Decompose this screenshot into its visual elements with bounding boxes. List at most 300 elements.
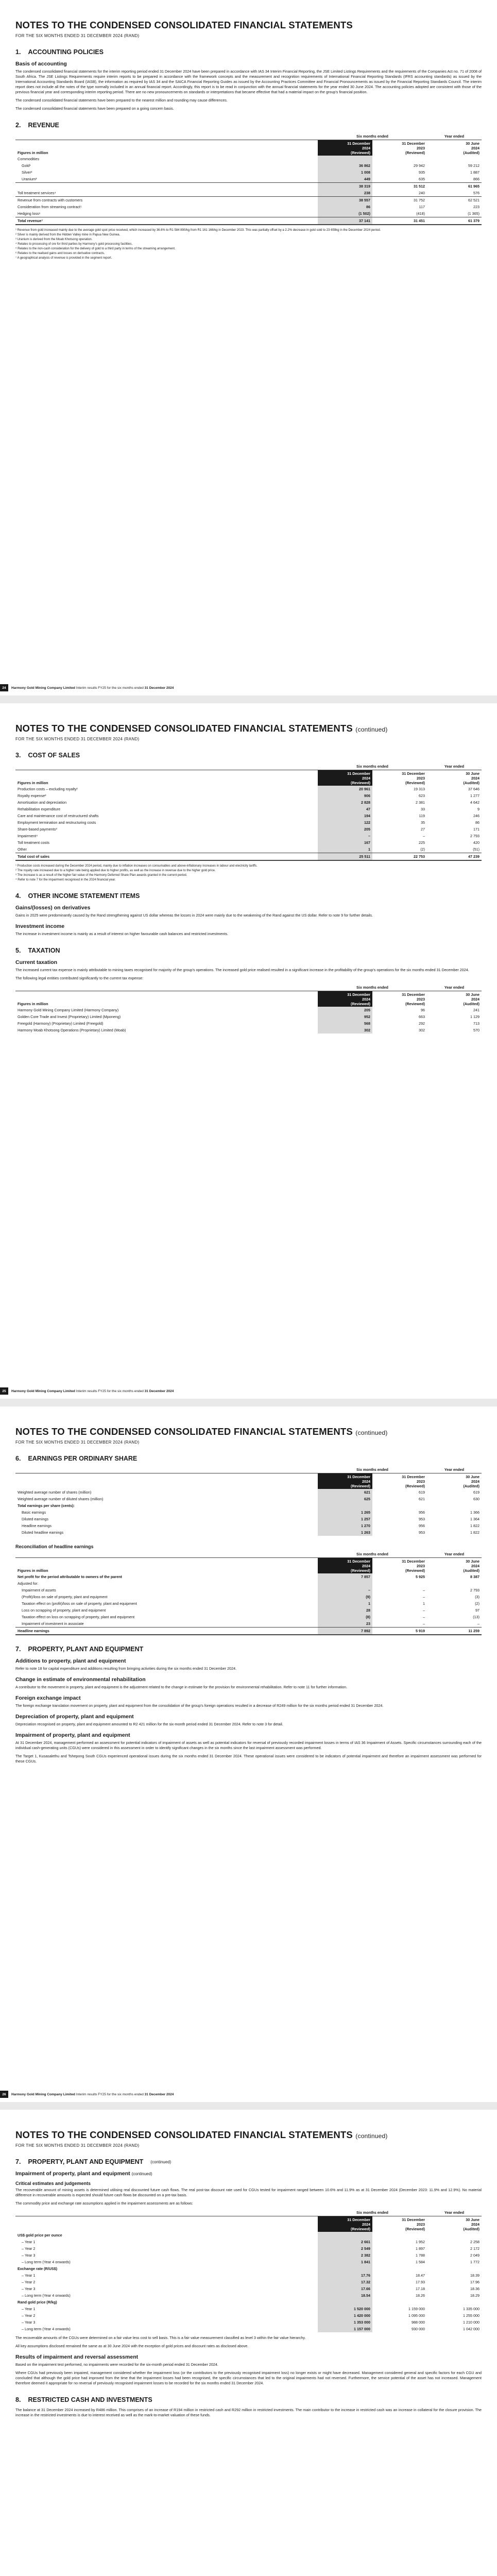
- row-label: Royalty expense²: [18, 793, 46, 798]
- row-label: – Year 2: [22, 2246, 36, 2251]
- table-row: [15, 2306, 482, 2312]
- cell-value: 619: [419, 1490, 425, 1495]
- table-row: [15, 846, 482, 853]
- cell-value: 420: [473, 840, 479, 845]
- row-label: US$ gold price per ounce: [18, 2233, 62, 2238]
- cell-value: 935: [419, 170, 425, 175]
- paragraph: Refer to note 18 for capital expenditure and additions resulting from bringing activities during the six months ended 31 December 2024.: [15, 1666, 237, 1671]
- cell-value: 17.96: [470, 2280, 479, 2284]
- cell-value: 18.39: [470, 2273, 479, 2278]
- cell-value: 1: [318, 846, 372, 853]
- row-label: [15, 183, 318, 190]
- page-subtitle: FOR THE SIX MONTHS ENDED 31 DECEMBER 2024 (RAND): [15, 33, 140, 38]
- row-label: – Year 1: [22, 2307, 36, 2311]
- section-heading: 4. OTHER INCOME STATEMENT ITEMS: [15, 892, 140, 900]
- footnote: ³ Uranium is derived from the Moab Khotsong operation.: [15, 238, 93, 241]
- cell-value: 1 095 000: [408, 2313, 425, 2318]
- cell-value: 240: [419, 191, 425, 195]
- cell-value: –: [318, 833, 372, 839]
- footnote: ⁷ A geographical analysis of revenue is provided in the segment report.: [15, 257, 112, 260]
- cell-value: 1 335 000: [463, 2307, 479, 2311]
- cell-value: 1 772: [470, 2260, 479, 2264]
- table-row: [15, 183, 482, 190]
- row-label: – Year 2: [22, 2313, 36, 2318]
- table-row: [15, 826, 482, 833]
- row-label: Rand gold price (R/kg): [18, 2300, 57, 2304]
- table-row: [15, 2265, 482, 2272]
- footnote: ² The royalty rate increased due to a higher rate being applied due to higher profits, as well as the increase in revenue due to the higher gold price.: [15, 869, 216, 872]
- cell-value: (1 502): [318, 210, 372, 217]
- row-label: Silver²: [22, 170, 32, 175]
- row-label: Loss on scrapping of property, plant and equipment: [22, 1608, 106, 1613]
- cell-value: 97: [475, 1608, 479, 1613]
- cell-value: 1 788: [416, 2253, 425, 2258]
- subheading: Change in estimate of environmental rehabilitation: [15, 1676, 146, 1683]
- cell-value: 18.29: [470, 2293, 479, 2298]
- table-row: [15, 156, 482, 162]
- paragraph: A contributor to the movement in property, plant and equipment is the adjustment related to the change in estimate for the provision for environmental rehabilitation. Refer to note 11 for further information.: [15, 1685, 348, 1689]
- table-row: [15, 2319, 482, 2326]
- cell-value: 38 319: [318, 183, 372, 190]
- row-label: Diluted headline earnings: [22, 1530, 64, 1535]
- footnote: ⁶ Relates to the realised gains and losses on derivative contracts.: [15, 252, 105, 255]
- table-header: Figures in million 31 December 2024 (Reviewed) 31 December 2023 (Reviewed) 30 June 2024 (Audited): [18, 771, 479, 785]
- cell-value: 1 042 000: [463, 2327, 479, 2331]
- table-row: [15, 210, 482, 217]
- footnote: ⁵ Relates to the non-cash consideration for the delivery of gold to a third party in terms of the streaming arrangement.: [15, 247, 176, 250]
- section-heading: 7. PROPERTY, PLANT AND EQUIPMENT (continued): [15, 2158, 172, 2165]
- cell-value: 952: [318, 1013, 372, 1020]
- cell-value: 2 172: [470, 2246, 479, 2251]
- paragraph: Based on the impairment test performed, no impairments were recorded for the six-month period ended 31 December 2024.: [15, 2362, 218, 2367]
- cell-value: 1 897: [416, 2246, 425, 2251]
- cell-value: 167: [318, 839, 372, 846]
- row-label: Consideration from streaming contract⁵: [18, 205, 82, 209]
- table-row: [15, 1628, 482, 1635]
- row-label: Diluted earnings: [22, 1517, 48, 1521]
- paragraph: The recoverable amount of mining assets is determined utilising real discounted future cash flows. The real post-tax discount rate used for CGUs tested for impairment ranged between 10.6% and 11.9% as at 31 December 2024 (December 2023: 11.9% and 12.9%). No material difference in recoverable amounts is expected should future cash flows be discounted on a pre-tax basis.: [15, 2188, 482, 2197]
- row-label: Freegold (Harmony) (Proprietary) Limited (Freegold): [18, 1021, 104, 1026]
- table-header: Figures in million 31 December 2024 (Reviewed) 31 December 2023 (Reviewed) 30 June 2024 (Audited): [18, 1558, 479, 1573]
- page-title: NOTES TO THE CONDENSED CONSOLIDATED FINANCIAL STATEMENTS (continued): [15, 2129, 388, 2140]
- row-label: Impairment of investment in associate: [22, 1621, 84, 1626]
- cell-value: 61 965: [427, 183, 482, 190]
- subheading: Impairment of property, plant and equipment (continued): [15, 2171, 152, 2177]
- cell-value: 953: [419, 1530, 425, 1535]
- row-label: Other: [18, 847, 27, 852]
- row-label: Share-based payments³: [18, 827, 57, 832]
- cell-value: –: [318, 1587, 372, 1594]
- row-label: – Long term (Year 4 onwards): [22, 2327, 71, 2331]
- cell-value: [427, 156, 482, 162]
- page-subtitle: FOR THE SIX MONTHS ENDED 31 DECEMBER 2024 (RAND): [15, 737, 140, 741]
- cell-value: 621: [419, 1497, 425, 1501]
- row-label: Amortisation and depreciation: [18, 800, 67, 805]
- cell-value: –: [423, 1595, 425, 1599]
- row-label: Impairment of assets: [22, 1588, 56, 1592]
- table-row: [15, 833, 482, 839]
- table-row: [15, 812, 482, 819]
- page-footer: 24 Harmony Gold Mining Company Limited Interim results FY25 for the six months ended 31 December 2024: [0, 684, 497, 691]
- cell-value: 956: [419, 1510, 425, 1515]
- subheading: Foreign exchange impact: [15, 1695, 81, 1701]
- section-heading: 8. RESTRICTED CASH AND INVESTMENTS: [15, 2396, 152, 2403]
- cell-value: 5 925: [416, 1574, 425, 1579]
- cell-value: 1 353 000: [318, 2319, 372, 2326]
- table-header: Six months ended Year ended: [15, 1551, 482, 1558]
- cell-value: 7 857: [318, 1573, 372, 1580]
- table-header: Figures in million 31 December 2024 (Reviewed) 31 December 2023 (Reviewed) 30 June 2024 (Audited): [18, 141, 479, 155]
- cell-value: 37 646: [468, 787, 479, 791]
- page-2: [0, 703, 497, 1399]
- subheading: Depreciation of property, plant and equipment: [15, 1714, 134, 1720]
- cell-value: 2 793: [470, 834, 479, 838]
- paragraph: The Target 1, Kusasalethu and Tshepong South CGUs experienced operational issues during the six months ended 31 December 2024. These operational issues were considered to be indicators of potential impairment and therefore an impairment assessment was performed for these CGUs.: [15, 1754, 482, 1764]
- cell-value: 619: [473, 1490, 479, 1495]
- page-number: 24: [0, 684, 8, 691]
- cell-value: 205: [318, 826, 372, 833]
- cell-value: 2 549: [318, 2245, 372, 2252]
- table-header: Six months ended Year ended: [15, 984, 482, 991]
- row-label: Rehabilitation expenditure: [18, 807, 61, 811]
- cell-value: 1 265: [318, 1509, 372, 1516]
- cell-value: 241: [473, 1008, 479, 1012]
- row-label: – Year 1: [22, 2240, 36, 2244]
- cell-value: 1 277: [470, 793, 479, 798]
- paragraph: All key assumptions disclosed remained the same as at 30 June 2024 with the exception of gold prices and discount rates as disclosed above.: [15, 2344, 249, 2348]
- cell-value: 1 129: [470, 1014, 479, 1019]
- cell-value: [318, 2265, 372, 2272]
- table-row: [15, 169, 482, 176]
- table-row: [15, 2292, 482, 2299]
- paragraph: The following legal entities contributed significantly to the current tax expense:: [15, 976, 144, 980]
- cell-value: 194: [318, 812, 372, 819]
- row-label: Taxation effect on (profit)/loss on sale of property, plant and equipment: [22, 1601, 137, 1606]
- table-row: [15, 190, 482, 197]
- table-row: [15, 2326, 482, 2332]
- cell-value: 576: [473, 191, 479, 195]
- cell-value: 1 255 000: [463, 2313, 479, 2318]
- cell-value: 302: [419, 1028, 425, 1032]
- row-label: Total revenue⁷: [15, 217, 318, 225]
- row-label: – Year 3: [22, 2286, 36, 2291]
- cell-value: 2 793: [470, 1588, 479, 1592]
- row-label: – Year 3: [22, 2253, 36, 2258]
- row-label: Gold¹: [22, 163, 31, 168]
- page-footer: 25 Harmony Gold Mining Company Limited Interim results FY25 for the six months ended 31 December 2024: [0, 1387, 497, 1395]
- section-heading: 1. ACCOUNTING POLICIES: [15, 48, 104, 56]
- cell-value: 2 049: [470, 2253, 479, 2258]
- row-label: Revenue from contracts with customers: [15, 197, 318, 204]
- cell-value: [318, 156, 372, 162]
- row-label: Uranium³: [22, 177, 37, 181]
- cell-value: 1 520 000: [318, 2306, 372, 2312]
- section-heading: 2. REVENUE: [15, 122, 59, 129]
- table-row: [15, 1607, 482, 1614]
- subheading: Impairment of property, plant and equipment: [15, 1732, 130, 1738]
- page-number: 25: [0, 1387, 8, 1395]
- table-row: [15, 1587, 482, 1594]
- footnotes: [15, 228, 482, 260]
- cell-value: 1: [423, 1601, 425, 1606]
- subheading: Gains/(losses) on derivatives: [15, 905, 91, 911]
- row-label: Exchange rate (R/US$): [18, 2266, 58, 2271]
- page-footer: 26 Harmony Gold Mining Company Limited Interim results FY25 for the six months ended 31 December 2024: [0, 2091, 497, 2098]
- cell-value: 17.93: [416, 2280, 425, 2284]
- cell-value: 5 919: [372, 1628, 427, 1635]
- table-row: [15, 1013, 482, 1020]
- section-heading: 5. TAXATION: [15, 947, 60, 954]
- headline-earnings-table: [15, 1551, 482, 1635]
- cell-value: –: [423, 834, 425, 838]
- page-1: [0, 0, 497, 696]
- table-row: [15, 162, 482, 169]
- table-row: [15, 1027, 482, 1033]
- cell-value: 31 451: [372, 217, 427, 225]
- page-title: NOTES TO THE CONDENSED CONSOLIDATED FINANCIAL STATEMENTS (continued): [15, 1426, 388, 1437]
- row-label: Taxation effect on loss on scrapping of property, plant and equipment: [22, 1615, 135, 1619]
- cell-value: 17.32: [318, 2279, 372, 2285]
- cell-value: 1 420 000: [318, 2312, 372, 2319]
- cell-value: [427, 2265, 482, 2272]
- row-label: Total cost of sales: [15, 853, 318, 861]
- cell-value: 18.54: [318, 2292, 372, 2299]
- cell-value: [318, 1502, 372, 1509]
- row-label: Basic earnings: [22, 1510, 46, 1515]
- row-label: Toll treatment costs: [18, 840, 49, 845]
- table-row: [15, 1516, 482, 1522]
- cell-value: [372, 2232, 427, 2239]
- row-label: Commodities: [18, 157, 39, 161]
- table-row: [15, 217, 482, 225]
- cell-value: 1 887: [470, 170, 479, 175]
- table-row: [15, 799, 482, 806]
- row-label: – Long term (Year 4 onwards): [22, 2293, 71, 2298]
- cell-value: 1 364: [470, 1517, 479, 1521]
- cell-value: [372, 156, 427, 162]
- table-header: 31 December 2024 (Reviewed) 31 December 2023 (Reviewed) 30 June 2024 (Audited): [15, 2216, 482, 2232]
- table-row: [15, 1489, 482, 1496]
- row-label: Harmony Gold Mining Company Limited (Harmony Company): [18, 1008, 119, 1012]
- cell-value: 38 557: [318, 197, 372, 204]
- assumptions-table: [15, 2209, 482, 2332]
- cell-value: 238: [318, 190, 372, 197]
- table-header: Six months ended Year ended: [15, 133, 482, 140]
- cell-value: 623: [419, 793, 425, 798]
- cell-value: 663: [419, 1014, 425, 1019]
- paragraph: The condensed consolidated financial statements have been prepared on a going concern basis.: [15, 106, 174, 111]
- cell-value: 1 366: [470, 1510, 479, 1515]
- table-row: [15, 1529, 482, 1536]
- table-row: [15, 1020, 482, 1027]
- table-row: [15, 2279, 482, 2285]
- table-row: [15, 197, 482, 204]
- cell-value: 47 239: [427, 853, 482, 861]
- table-row: [15, 2312, 482, 2319]
- cell-value: 86: [318, 204, 372, 210]
- cell-value: 1 210 000: [463, 2320, 479, 2325]
- paragraph: The balance at 31 December 2024 increased by R486 million. This comprises of an increase of R194 million in restricted cash and R292 million in restricted investments. The main contributor to the increase in restricted cash was an increase in collateral for the closure provision. The increase in the restricted investments is due to interest received as well as the mark-to-market valuation of these funds.: [15, 2408, 482, 2417]
- row-label: – Year 1: [22, 2273, 36, 2278]
- revenue-table: [15, 133, 482, 225]
- row-label: Employment termination and restructuring costs: [18, 820, 96, 825]
- cell-value: 31 752: [372, 197, 427, 204]
- taxation-table: [15, 984, 482, 1033]
- table-row: [15, 786, 482, 792]
- footnote: ¹ Production costs increased during the December 2024 period, mainly due to inflation increases on consumables and above-inflationary increases in labour and electricity tariffs.: [15, 865, 258, 868]
- table-header: Six months ended Year ended: [15, 1466, 482, 1473]
- cell-value: [372, 1502, 427, 1509]
- page-4: [0, 2110, 497, 2576]
- table-row: [15, 839, 482, 846]
- footnote: ⁴ Relates to processing of ore for third parties by Harmony's gold processing facilities.: [15, 243, 133, 246]
- page-subtitle: FOR THE SIX MONTHS ENDED 31 DECEMBER 2024 (RAND): [15, 2143, 140, 2148]
- cell-value: 59 212: [468, 163, 479, 168]
- cell-value: 1 952: [416, 2240, 425, 2244]
- row-label: – Long term (Year 4 onwards): [22, 2260, 71, 2264]
- cell-value: [318, 1580, 372, 1587]
- row-label: Harmony Moab Khotsong Operations (Proprietary) Limited (Moab): [18, 1028, 126, 1032]
- cell-value: 630: [473, 1497, 479, 1501]
- row-label: Golden Core Trade and Invest (Proprietary) Limited (Mponeng): [18, 1014, 121, 1019]
- cell-value: 2 381: [416, 800, 425, 805]
- footnote: ¹ Revenue from gold increased mainly due to the average gold spot price received, which increased by 36.6% to R1 584 890/kg from R1 161 166/kg in December 2023. This was partially offset by a 2.2% decrease in gold sold to 23 659kg in the December 2024 period.: [15, 229, 381, 232]
- cell-value: 37 141: [318, 217, 372, 225]
- footnote: ² Silver is mainly derived from the Hidden Valley mine in Papua New Guinea.: [15, 233, 121, 236]
- cell-value: 1 008: [318, 169, 372, 176]
- cell-value: 953: [419, 1517, 425, 1521]
- table-row: [15, 2272, 482, 2279]
- cell-value: 713: [473, 1021, 479, 1026]
- cell-value: 2 661: [318, 2239, 372, 2245]
- table-row: [15, 1620, 482, 1628]
- cell-value: –: [423, 1621, 425, 1626]
- cell-value: [372, 2265, 427, 2272]
- cell-value: 29 942: [414, 163, 425, 168]
- footnote: ⁴ Refer to note 7 for the impairment recognised in the 2024 financial year.: [15, 878, 116, 882]
- cell-value: [318, 2232, 372, 2239]
- cell-value: 28: [318, 1607, 372, 1614]
- paragraph: The commodity price and exchange rate assumptions applied in the impairment assessments are as follows:: [15, 2201, 193, 2206]
- cell-value: 25 511: [318, 853, 372, 861]
- cost-of-sales-table: [15, 763, 482, 861]
- cell-value: 1: [318, 1600, 372, 1607]
- cell-value: 18.26: [416, 2293, 425, 2298]
- table-header: Figures in million 31 December 2024 (Reviewed) 31 December 2023 (Reviewed) 30 June 2024 (Audited): [18, 992, 479, 1006]
- table-row: [15, 2239, 482, 2245]
- cell-value: [372, 1580, 427, 1587]
- cell-value: 246: [473, 814, 479, 818]
- paragraph: The recoverable amounts of the CGUs were determined on a fair value less cost to sell basis. This is a fair value measurement classified as level 3 within the fair value hierarchy.: [15, 2335, 306, 2340]
- cell-value: 22 753: [372, 853, 427, 861]
- page-title: NOTES TO THE CONDENSED CONSOLIDATED FINANCIAL STATEMENTS (continued): [15, 723, 388, 734]
- table-row: [15, 1502, 482, 1509]
- cell-value: 1 584: [416, 2260, 425, 2264]
- cell-value: 1 841: [318, 2259, 372, 2265]
- row-label: Net profit for the period attributable to owners of the parent: [18, 1574, 122, 1579]
- cell-value: [427, 2299, 482, 2306]
- table-header: Six months ended Year ended: [15, 2209, 482, 2216]
- cell-value: 7 892: [318, 1628, 372, 1635]
- table-row: [15, 2252, 482, 2259]
- table-row: [15, 176, 482, 183]
- cell-value: 122: [318, 819, 372, 826]
- cell-value: 171: [473, 827, 479, 832]
- table-row: [15, 806, 482, 812]
- cell-value: –: [423, 1615, 425, 1619]
- table-row: [15, 1509, 482, 1516]
- table-row: [15, 2285, 482, 2292]
- section-heading: 7. PROPERTY, PLANT AND EQUIPMENT: [15, 1646, 144, 1653]
- cell-value: 2 258: [470, 2240, 479, 2244]
- subheading: Additions to property, plant and equipment: [15, 1658, 126, 1664]
- cell-value: 866: [473, 177, 479, 181]
- cell-value: 9: [477, 807, 479, 811]
- cell-value: (9): [318, 1594, 372, 1600]
- cell-value: 223: [473, 205, 479, 209]
- cell-value: 1 257: [318, 1516, 372, 1522]
- cell-value: –: [423, 1608, 425, 1613]
- footnote: ³ The increase is as a result of the higher fair value of the Harmony Deferred Share Plan awards granted in the current period.: [15, 874, 187, 877]
- table-row: [15, 1522, 482, 1529]
- cell-value: 47: [318, 806, 372, 812]
- row-label: Headline earnings: [15, 1628, 318, 1635]
- cell-value: [372, 2299, 427, 2306]
- row-label: Headline earnings: [22, 1523, 52, 1528]
- cell-value: 86: [475, 820, 479, 825]
- cell-value: 930 000: [412, 2327, 425, 2331]
- cell-value: (418): [416, 211, 425, 216]
- paragraph: At 31 December 2024, management performed an assessment for potential indicators of impairment of assets as well as potential indicators for reversal of previously recorded impairment losses in terms of IAS 36 Impairment of Assets. Specific circumstances surrounding each of the individual cash-generating units (CGUs) were considered in this assessment in order to identify significant changes in the six months since the last impairment assessment was performed.: [15, 1740, 482, 1750]
- page-subtitle: FOR THE SIX MONTHS ENDED 31 DECEMBER 2024 (RAND): [15, 1440, 140, 1445]
- cell-value: 119: [419, 814, 425, 818]
- page-number: 26: [0, 2091, 8, 2098]
- cell-value: 988 000: [412, 2320, 425, 2325]
- cell-value: 449: [318, 176, 372, 183]
- cell-value: (51): [473, 847, 479, 852]
- row-label: Hedging loss⁶: [18, 211, 41, 216]
- cell-value: (8): [318, 1614, 372, 1620]
- table-row: [15, 1614, 482, 1620]
- row-label: Weighted average number of diluted shares (million): [18, 1497, 104, 1501]
- cell-value: [427, 2232, 482, 2239]
- subheading: Investment income: [15, 923, 65, 929]
- cell-value: 205: [318, 1007, 372, 1013]
- paragraph: The condensed consolidated financial statements for the interim reporting period ended 31 December 2024 have been prepared in accordance with IAS 34 Interim Financial Reporting, the JSE Limited Listings Requirements and the requirements of the Companies Act no. 71 of 2008 of South Africa. The JSE Listings Requirements require interim reports to be prepared in accordance with the framework concepts and the measurement and recognition requirements of International Financial Reporting Standards (IFRS accounting standards) as issued by the International Accounting Standards Board (IASB), the information as required by IAS 34 and the SAICA Financial Reporting Guides as issued by the Accounting Practices Committee and Financial Pronouncements as issued by the Financial Reporting Standards Council. The interim report does not include all the notes of the type normally included in an annual financial report. Accordingly, this report is to be read in conjunction with the annual financial statements for the year ended 30 June 2024. The accounting policies adopted are consistent with those of the previous financial year and corresponding interim reporting period. There are no new pronouncements on standards or interpretations that became effective that had a material impact on the group's financial position.: [15, 69, 482, 94]
- cell-value: 1 822: [470, 1523, 479, 1528]
- row-label: Production costs – excluding royalty¹: [18, 787, 78, 791]
- table-row: [15, 204, 482, 210]
- cell-value: 117: [419, 205, 425, 209]
- cell-value: 23: [318, 1620, 372, 1628]
- cell-value: 19 313: [414, 787, 425, 791]
- cell-value: [427, 1580, 482, 1587]
- cell-value: –: [477, 1621, 479, 1626]
- cell-value: 17.18: [416, 2286, 425, 2291]
- table-header: 31 December 2024 (Reviewed) 31 December 2023 (Reviewed) 30 June 2024 (Audited): [15, 1473, 482, 1489]
- cell-value: –: [423, 1588, 425, 1592]
- cell-value: 36 862: [318, 162, 372, 169]
- cell-value: [318, 2299, 372, 2306]
- cell-value: 635: [419, 177, 425, 181]
- cell-value: 17.66: [318, 2285, 372, 2292]
- table-row: [15, 1573, 482, 1580]
- row-label: – Year 3: [22, 2320, 36, 2325]
- row-label: (Profit)/loss on sale of property, plant and equipment: [22, 1595, 108, 1599]
- cell-value: 1 822: [470, 1530, 479, 1535]
- cell-value: 11 259: [427, 1628, 482, 1635]
- paragraph: Depreciation recognised on property, plant and equipment amounted to R2 421 million for the six-month period ended 31 December 2024. Refer to note 3 for detail.: [15, 1722, 283, 1726]
